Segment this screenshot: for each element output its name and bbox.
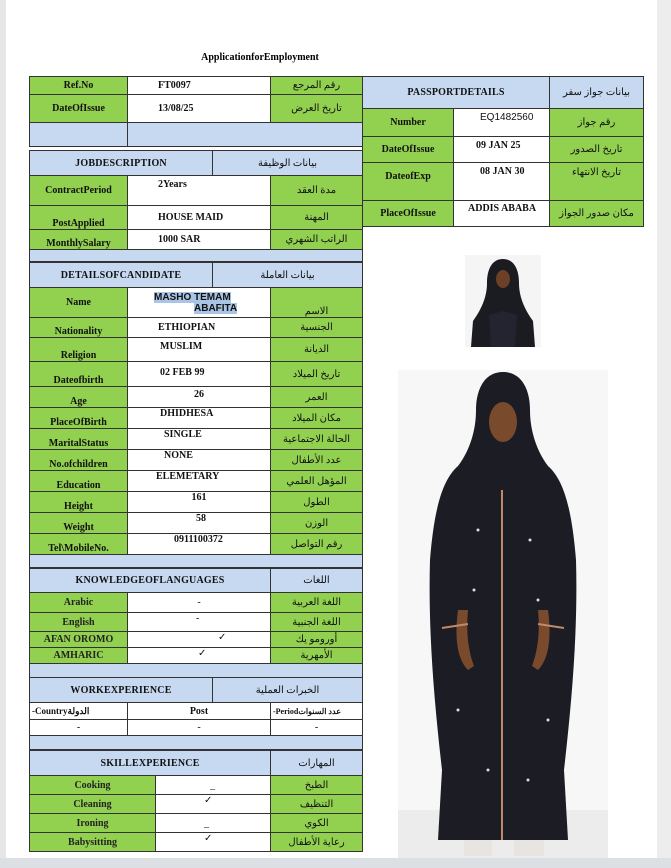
english-label-ar: اللغة الجنبية (271, 613, 363, 632)
candidate-header: DETAILSOFCANDIDATE (30, 263, 213, 288)
dob-label-ar: تاريخ الميلاد (271, 362, 363, 387)
passport-place-value: ADDIS ABABA (454, 201, 550, 227)
viewer-bottom-bar (0, 858, 671, 868)
name-label: Name (30, 288, 128, 318)
viewer-margin (657, 0, 671, 868)
passport-place-label: PlaceOfIssue (363, 201, 454, 227)
passport-header-ar: بيانات جواز سفر (550, 77, 644, 109)
post-applied-value: HOUSE MAID (128, 206, 271, 230)
ironing-value: _ (156, 814, 271, 833)
name-value (128, 288, 271, 318)
weight-label: Weight (30, 513, 128, 534)
cleaning-value: ✓ (156, 795, 271, 814)
work-post-value: - (128, 720, 271, 736)
phone-label-ar: رقم التواصل (271, 534, 363, 555)
cooking-value: _ (156, 776, 271, 795)
name-line-2: ABAFITA (194, 302, 238, 314)
job-header-ar: بيانات الوظيفة (213, 151, 363, 176)
salary-value: 1000 SAR (128, 230, 271, 250)
post-applied-label: PostApplied (30, 206, 128, 230)
marital-status-value: SINGLE (128, 429, 271, 450)
salary-label: MonthlySalary (30, 230, 128, 250)
job-table (29, 150, 363, 262)
languages-header: KNOWLEDGEOFLANGUAGES (30, 569, 271, 593)
ref-label-ar: رقم المرجع (271, 77, 363, 95)
passport-issue-label: DateOfIssue (363, 137, 454, 163)
spacer-cell (128, 123, 363, 147)
religion-value: MUSLIM (128, 338, 271, 362)
amharic-value: ✓ (128, 648, 271, 664)
post-applied-label-ar: المهنة (271, 206, 363, 230)
passport-expiry-label: DateofExp (363, 163, 454, 201)
dob-label: Dateofbirth (30, 362, 128, 387)
work-header: WORKEXPERIENCE (30, 678, 213, 703)
ref-label: Ref.No (30, 77, 128, 95)
afan-oromo-value: ✓ (128, 632, 271, 648)
issue-label: DateOfIssue (30, 95, 128, 123)
issue-label-ar: تاريخ العرض (271, 95, 363, 123)
education-label: Education (30, 471, 128, 492)
afan-oromo-label-ar: أورومو يك (271, 632, 363, 648)
job-header: JOBDESCRIPTION (30, 151, 213, 176)
passport-number-label: Number (363, 109, 454, 137)
place-of-birth-label-ar: مكان الميلاد (271, 408, 363, 429)
cleaning-label-ar: التنظيف (271, 795, 363, 814)
skills-table (29, 750, 363, 852)
ref-value: FT0097 (128, 77, 271, 95)
religion-label-ar: الديانة (271, 338, 363, 362)
amharic-label: AMHARIC (30, 648, 128, 664)
weight-value: 58 (128, 513, 271, 534)
age-label-ar: العمر (271, 387, 363, 408)
work-country-value: - (30, 720, 128, 736)
spacer-cell (30, 736, 363, 750)
children-label: No.ofchildren (30, 450, 128, 471)
nationality-value: ETHIOPIAN (128, 318, 271, 338)
passport-issue-value: 09 JAN 25 (454, 137, 550, 163)
issue-value: 13/08/25 (128, 95, 271, 123)
amharic-label-ar: الأمهرية (271, 648, 363, 664)
nationality-label: Nationality (30, 318, 128, 338)
phone-value: 0911100372 (128, 534, 271, 555)
arabic-label: Arabic (30, 593, 128, 613)
education-value: ELEMETARY (128, 471, 271, 492)
children-label-ar: عدد الأطفال (271, 450, 363, 471)
reference-table (29, 76, 363, 147)
spacer-cell (30, 250, 363, 262)
height-value: 161 (128, 492, 271, 513)
salary-label-ar: الراتب الشهري (271, 230, 363, 250)
place-of-birth-label: PlaceOfBirth (30, 408, 128, 429)
passport-table (362, 76, 644, 227)
skills-header: SKILLEXPERIENCE (30, 751, 271, 776)
cooking-label: Cooking (30, 776, 156, 795)
cleaning-label: Cleaning (30, 795, 156, 814)
languages-header-ar: اللغات (271, 569, 363, 593)
passport-number-value: EQ1482560 (454, 109, 550, 137)
languages-table (29, 568, 363, 678)
candidate-photo-small (465, 255, 541, 347)
work-period-header: -Periodعدد السنوات (271, 703, 363, 720)
marital-status-label-ar: الحالة الاجتماعية (271, 429, 363, 450)
passport-place-label-ar: مكان صدور الجواز (550, 201, 644, 227)
name-label-ar: الاسم (271, 288, 363, 318)
arabic-label-ar: اللغة العربية (271, 593, 363, 613)
spacer-cell (30, 123, 128, 147)
ironing-label: Ironing (30, 814, 156, 833)
skills-header-ar: المهارات (271, 751, 363, 776)
arabic-value: - (128, 593, 271, 613)
cooking-label-ar: الطبخ (271, 776, 363, 795)
nationality-label-ar: الجنسية (271, 318, 363, 338)
candidate-photo-full (398, 370, 608, 860)
weight-label-ar: الوزن (271, 513, 363, 534)
candidate-header-ar: بيانات العاملة (213, 263, 363, 288)
height-label-ar: الطول (271, 492, 363, 513)
children-value: NONE (128, 450, 271, 471)
phone-label: Tel\MobileNo. (30, 534, 128, 555)
work-table (29, 677, 363, 750)
passport-expiry-label-ar: تاريخ الانتهاء (550, 163, 644, 201)
english-label: English (30, 613, 128, 632)
candidate-table (29, 262, 363, 568)
ironing-label-ar: الكوي (271, 814, 363, 833)
passport-number-label-ar: رقم جواز (550, 109, 644, 137)
contract-period-label-ar: مدة العقد (271, 176, 363, 206)
height-label: Height (30, 492, 128, 513)
dob-value: 02 FEB 99 (128, 362, 271, 387)
babysitting-label: Babysitting (30, 833, 156, 852)
passport-expiry-value: 08 JAN 30 (454, 163, 550, 201)
babysitting-value: ✓ (156, 833, 271, 852)
document-title: ApplicationforEmployment (201, 52, 319, 63)
english-value: - (128, 613, 271, 632)
work-country-header: -Countryالدولة (30, 703, 128, 720)
afan-oromo-label: AFAN OROMO (30, 632, 128, 648)
work-period-value: - (271, 720, 363, 736)
marital-status-label: MaritalStatus (30, 429, 128, 450)
contract-period-label: ContractPeriod (30, 176, 128, 206)
spacer-cell (30, 664, 363, 678)
place-of-birth-value: DHIDHESA (128, 408, 271, 429)
work-header-ar: الخبرات العملية (213, 678, 363, 703)
age-value: 26 (128, 387, 271, 408)
spacer-cell (30, 555, 363, 568)
passport-issue-label-ar: تاريخ الصدور (550, 137, 644, 163)
age-label: Age (30, 387, 128, 408)
babysitting-label-ar: رعاية الأطفال (271, 833, 363, 852)
work-post-header: Post (128, 703, 271, 720)
religion-label: Religion (30, 338, 128, 362)
education-label-ar: المؤهل العلمي (271, 471, 363, 492)
passport-header: PASSPORTDETAILS (363, 77, 550, 109)
contract-period-value: 2Years (128, 176, 271, 206)
name-line-1: MASHO TEMAM (154, 291, 231, 303)
